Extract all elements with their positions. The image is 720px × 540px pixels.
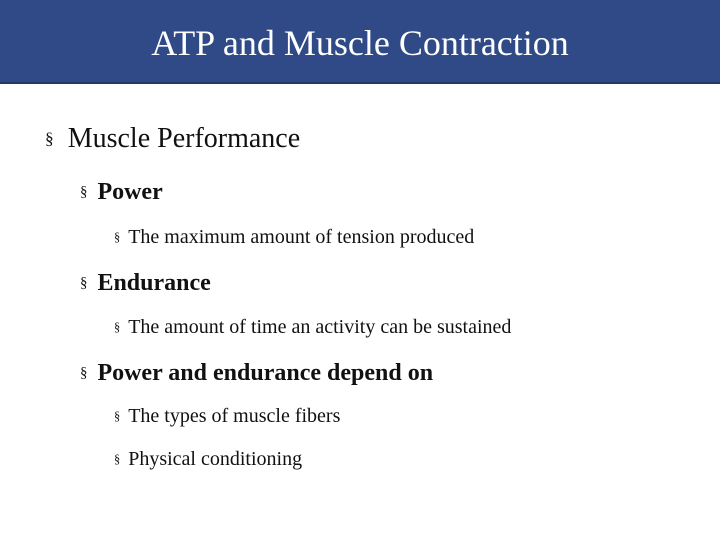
sub-bullet-muscle-fibers [114,403,340,429]
sub-bullet-text: The amount of time an activity can be sustained [128,316,512,339]
square-bullet-icon: § [114,320,121,334]
sub-bullet-text: Physical conditioning [128,448,303,471]
square-bullet-icon: § [80,275,88,292]
square-bullet-icon: § [45,129,54,148]
square-bullet-icon: § [80,184,88,201]
bullet-depend-on [80,358,433,388]
sub-bullet-endurance-definition [114,314,511,340]
bullet-depend-on-label: Power and endurance depend on [97,360,434,386]
sub-bullet-power-definition [114,224,474,250]
bullet-endurance-label: Endurance [97,270,211,296]
slide-title: ATP and Muscle Contraction [151,23,569,63]
title-bar [0,0,720,84]
bullet-power [80,177,163,207]
sub-bullet-text: The maximum amount of tension produced [128,226,475,249]
heading-bullet-row [45,121,300,157]
square-bullet-icon: § [114,409,121,423]
bullet-endurance [80,268,211,298]
bullet-power-label: Power [97,179,163,205]
square-bullet-icon: § [114,230,121,244]
sub-bullet-conditioning [114,446,302,472]
heading-text: Muscle Performance [67,123,301,155]
sub-bullet-text: The types of muscle fibers [128,405,341,428]
square-bullet-icon: § [114,452,121,466]
square-bullet-icon: § [80,365,88,382]
